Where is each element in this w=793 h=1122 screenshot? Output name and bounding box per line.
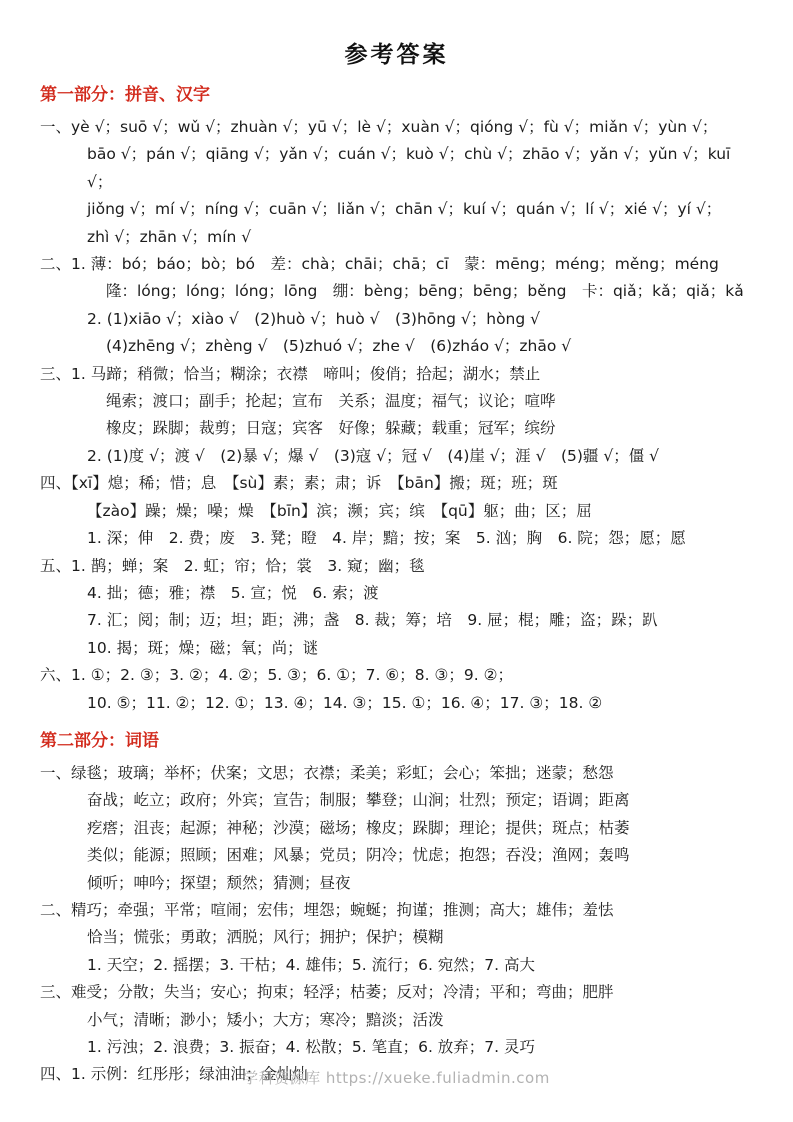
answer-line: 小气；清晰；渺小；矮小；大方；寒冷；黯淡；活泼	[87, 1010, 444, 1029]
answer-line: 2. (1)xiāo √；xiào √ (2)huò √；huò √ (3)hōng √；hòng √	[87, 309, 541, 328]
section-ciyu	[40, 729, 753, 1089]
answer-line: 二、精巧；牵强；平常；喧闹；宏伟；埋怨；蜿蜒；拘谨；推测；高大；雄伟；羞怯	[40, 900, 614, 919]
answer-line: 10. ⑤；11. ②；12. ①；13. ④；14. ③；15. ①；16. ④；17. ③；18. ②	[87, 693, 603, 712]
footer-watermark: 学科资源库 https://xueke.fuliadmin.com	[243, 1069, 550, 1087]
answer-line: 类似；能源；照顾；困难；风暴；党员；阴冷；忧虑；抱怨；吞没；渔网；轰鸣	[87, 846, 630, 865]
answer-line: 疙瘩；沮丧；起源；神秘；沙漠；磁场；橡皮；跺脚；理论；提供；斑点；枯萎	[87, 818, 630, 837]
answer-line: 倾听；呻吟；探望；颓然；猜测；昼夜	[87, 873, 351, 892]
answer-line: jiǒng √；mí √；níng √；cuān √；liǎn √；chān √；kuí √；quán √；lí √；xié √；yí √；	[87, 200, 722, 219]
page-title: 参考答案	[344, 42, 449, 68]
answer-line: 橡皮；跺脚；裁剪；日寇；宾客 好像；躲藏；载重；冠军；缤纷	[106, 419, 556, 438]
answer-line: 1. 天空；2. 摇摆；3. 干枯；4. 雄伟；5. 流行；6. 宛然；7. 高大	[87, 955, 536, 974]
answer-line: 10. 揭；斑；燥；磁；氧；尚；谜	[87, 638, 319, 657]
answer-line: 二、1. 薄：bó；báo；bò；bó 差：chà；chāi；chā；cī 蒙：mēng；méng；měng；méng	[40, 255, 719, 274]
answer-line: 六、1. ①；2. ③；3. ②；4. ②；5. ③；6. ①；7. ⑥；8. ③；9. ②；	[40, 666, 514, 685]
answer-line: 四、【xī】熄；稀；惜；息 【sù】素；素；肃；诉 【bān】搬；斑；班；斑	[40, 474, 558, 493]
answer-line: 五、1. 鹊；蝉；案 2. 虹；帘；恰；裳 3. 窥；幽；毯	[40, 556, 425, 575]
answer-line: (4)zhēng √；zhèng √ (5)zhuó √；zhe √ (6)zháo √；zhāo √	[106, 337, 572, 356]
answer-line: 三、1. 马蹄；稍微；恰当；糊涂；衣襟 啼叫；俊俏；拾起；湖水；禁止	[40, 364, 541, 383]
answer-line: 隆：lóng；lóng；lóng；lōng 绷：bèng；bēng；bēng；běng 卡：qiǎ；kǎ；qiǎ；kǎ	[106, 282, 744, 301]
answer-line: 1. 污浊；2. 浪费；3. 振奋；4. 松散；5. 笔直；6. 放弃；7. 灵巧	[87, 1038, 536, 1056]
answer-line: 绳索；渡口；副手；抡起；宣布 关系；温度；福气；议论；喧哗	[106, 392, 556, 411]
answer-line: 三、难受；分散；失当；安心；拘束；轻浮；枯萎；反对；冷清；平和；弯曲；肥胖	[40, 983, 614, 1002]
section-heading: 第一部分：拼音、汉字	[40, 85, 210, 105]
answer-line: 奋战；屹立；政府；外宾；宣告；制服；攀登；山涧；壮烈；预定；语调；距离	[87, 791, 630, 810]
answer-line: 4. 拙；德；雅；襟 5. 宣；悦 6. 索；渡	[87, 583, 379, 602]
answer-line: 【zào】躁；燥；噪；燥 【bīn】滨；濒；宾；缤 【qū】躯；曲；区；屈	[87, 501, 592, 520]
answer-line: 7. 汇；阅；制；迈；坦；距；沸；盏 8. 裁；筹；培 9. 屉；棍；雕；盗；跺；趴	[87, 611, 658, 630]
answer-line: 1. 深；伸 2. 费；废 3. 凳；瞪 4. 岸；黯；按；案 5. 汹；胸 6. 院；怨；愿；愿	[87, 529, 686, 548]
answer-line: 四、1. 示例：红彤彤；绿油油；金灿灿	[40, 1065, 308, 1084]
section-pinyin-hanzi	[40, 83, 753, 717]
section-heading: 第二部分：词语	[40, 730, 159, 751]
answer-line: 恰当；慌张；勇敢；洒脱；风行；拥护；保护；模糊	[87, 928, 444, 947]
answer-line: bāo √；pán √；qiāng √；yǎn √；cuán √；kuò √；chù √；zhāo √；yǎn √；yǔn √；kuī √；	[87, 145, 736, 191]
answer-line: zhì √；zhān √；mín √	[87, 227, 252, 246]
answer-line: 2. (1)度 √；渡 √ (2)暴 √；爆 √ (3)寇 √；冠 √ (4)崖 √；涯 √ (5)疆 √；僵 √	[87, 446, 660, 465]
answer-line: 一、yè √；suō √；wǔ √；zhuàn √；yū √；lè √；xuàn √；qióng √；fù √；miǎn √；yùn √；	[40, 118, 718, 136]
answer-line: 一、绿毯；玻璃；举杯；伏案；文思；衣襟；柔美；彩虹；会心；笨拙；迷蒙；愁怨	[40, 763, 614, 782]
